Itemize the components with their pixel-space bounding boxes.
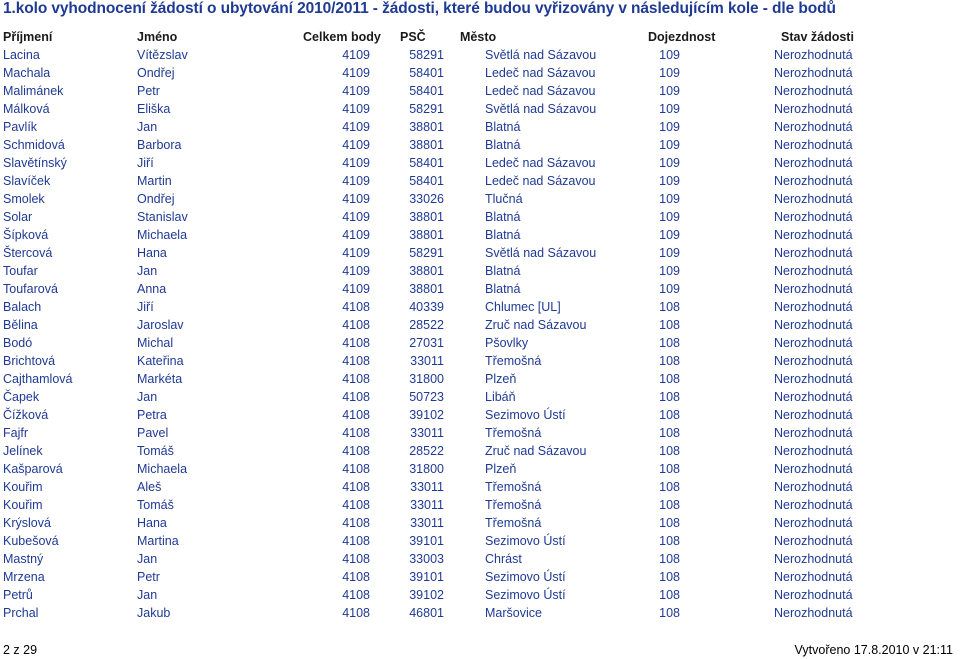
cell-city: Maršovice [485,606,542,620]
cell-surname: Kouřim [3,498,43,512]
cell-city: Blatná [485,138,521,152]
cell-status: Nerozhodnutá [774,480,853,494]
cell-surname: Toufar [3,264,38,278]
cell-surname: Cajthamlová [3,372,73,386]
header-postal-code: PSČ [400,30,426,44]
cell-first-name: Pavel [137,426,169,440]
table-row [0,316,960,334]
cell-commute: 108 [659,570,680,584]
cell-commute: 109 [659,228,680,242]
table-row [0,532,960,550]
cell-postal-code: 38801 [409,120,444,134]
cell-postal-code: 33026 [409,192,444,206]
cell-first-name: Petr [137,570,160,584]
table-row [0,100,960,118]
cell-total-points: 4109 [342,48,370,62]
cell-status: Nerozhodnutá [774,228,853,242]
cell-commute: 108 [659,462,680,476]
cell-status: Nerozhodnutá [774,300,853,314]
header-total-points: Celkem body [303,30,381,44]
cell-surname: Lacina [3,48,40,62]
cell-surname: Malimánek [3,84,64,98]
cell-postal-code: 31800 [409,372,444,386]
cell-first-name: Petra [137,408,167,422]
table-row [0,370,960,388]
cell-status: Nerozhodnutá [774,552,853,566]
applications-table [0,28,960,622]
cell-surname: Jelínek [3,444,43,458]
cell-postal-code: 58291 [409,246,444,260]
cell-postal-code: 58291 [409,48,444,62]
cell-city: Blatná [485,282,521,296]
cell-first-name: Jiří [137,156,154,170]
cell-city: Plzeň [485,372,517,386]
cell-status: Nerozhodnutá [774,156,853,170]
cell-surname: Machala [3,66,51,80]
cell-city: Třemošná [485,498,542,512]
cell-city: Chrást [485,552,522,566]
cell-surname: Brichtová [3,354,56,368]
cell-commute: 109 [659,84,680,98]
cell-first-name: Jan [137,264,158,278]
cell-city: Světlá nad Sázavou [485,246,597,260]
cell-postal-code: 31800 [409,462,444,476]
cell-total-points: 4109 [342,228,370,242]
table-row [0,190,960,208]
cell-total-points: 4109 [342,282,370,296]
cell-city: Třemošná [485,426,542,440]
cell-postal-code: 38801 [409,138,444,152]
cell-city: Sezimovo Ústí [485,408,566,422]
cell-first-name: Hana [137,246,167,260]
cell-city: Třemošná [485,516,542,530]
table-row [0,244,960,262]
cell-status: Nerozhodnutá [774,138,853,152]
cell-status: Nerozhodnutá [774,372,853,386]
cell-surname: Málková [3,102,50,116]
table-row [0,496,960,514]
cell-commute: 108 [659,552,680,566]
cell-status: Nerozhodnutá [774,210,853,224]
cell-commute: 108 [659,408,680,422]
cell-total-points: 4109 [342,102,370,116]
table-row [0,424,960,442]
cell-commute: 109 [659,246,680,260]
cell-total-points: 4109 [342,120,370,134]
cell-total-points: 4109 [342,66,370,80]
cell-first-name: Jaroslav [137,318,184,332]
cell-status: Nerozhodnutá [774,102,853,116]
cell-total-points: 4109 [342,264,370,278]
cell-first-name: Ondřej [137,66,175,80]
table-row [0,280,960,298]
cell-first-name: Jakub [137,606,171,620]
cell-commute: 109 [659,282,680,296]
cell-first-name: Petr [137,84,160,98]
cell-postal-code: 58401 [409,84,444,98]
cell-surname: Bodó [3,336,33,350]
table-row [0,334,960,352]
cell-total-points: 4108 [342,390,370,404]
table-row [0,514,960,532]
table-row [0,46,960,64]
cell-city: Sezimovo Ústí [485,534,566,548]
cell-total-points: 4109 [342,192,370,206]
cell-surname: Šípková [3,228,49,242]
cell-total-points: 4108 [342,480,370,494]
cell-commute: 109 [659,174,680,188]
cell-total-points: 4108 [342,570,370,584]
cell-surname: Fajfr [3,426,28,440]
cell-surname: Slavíček [3,174,51,188]
cell-status: Nerozhodnutá [774,120,853,134]
cell-first-name: Tomáš [137,444,174,458]
cell-total-points: 4109 [342,246,370,260]
cell-postal-code: 39101 [409,570,444,584]
cell-postal-code: 28522 [409,444,444,458]
cell-surname: Slavětínský [3,156,67,170]
cell-total-points: 4108 [342,516,370,530]
cell-status: Nerozhodnutá [774,174,853,188]
cell-city: Třemošná [485,354,542,368]
cell-first-name: Martin [137,174,172,188]
cell-surname: Mrzena [3,570,45,584]
cell-postal-code: 58401 [409,156,444,170]
cell-first-name: Michaela [137,228,188,242]
cell-postal-code: 33011 [410,516,444,530]
cell-total-points: 4108 [342,552,370,566]
cell-total-points: 4108 [342,498,370,512]
header-status: Stav žádosti [781,30,854,44]
cell-surname: Kubešová [3,534,59,548]
cell-first-name: Michaela [137,462,188,476]
cell-postal-code: 40339 [409,300,444,314]
cell-surname: Balach [3,300,42,314]
cell-status: Nerozhodnutá [774,606,853,620]
table-row [0,82,960,100]
cell-city: Ledeč nad Sázavou [485,66,596,80]
cell-surname: Toufarová [3,282,58,296]
cell-status: Nerozhodnutá [774,192,853,206]
cell-surname: Štercová [3,246,53,260]
cell-city: Ledeč nad Sázavou [485,84,596,98]
cell-status: Nerozhodnutá [774,246,853,260]
cell-status: Nerozhodnutá [774,408,853,422]
cell-surname: Kašparová [3,462,63,476]
header-city: Město [460,30,497,44]
cell-status: Nerozhodnutá [774,84,853,98]
cell-status: Nerozhodnutá [774,426,853,440]
cell-commute: 109 [659,156,680,170]
table-row [0,478,960,496]
cell-commute: 109 [659,120,680,134]
cell-postal-code: 38801 [409,264,444,278]
cell-first-name: Jiří [137,300,154,314]
cell-postal-code: 46801 [409,606,444,620]
cell-surname: Petrů [3,588,33,602]
cell-status: Nerozhodnutá [774,534,853,548]
cell-commute: 109 [659,210,680,224]
cell-first-name: Martina [137,534,179,548]
table-row [0,136,960,154]
cell-postal-code: 27031 [409,336,444,350]
table-row [0,298,960,316]
cell-total-points: 4109 [342,210,370,224]
cell-commute: 108 [659,498,680,512]
cell-surname: Čížková [3,408,49,422]
table-row [0,586,960,604]
cell-city: Blatná [485,120,521,134]
cell-city: Světlá nad Sázavou [485,102,597,116]
header-surname: Příjmení [3,30,53,44]
cell-surname: Krýslová [3,516,51,530]
cell-surname: Čapek [3,390,40,404]
cell-surname: Smolek [3,192,45,206]
cell-surname: Pavlík [3,120,38,134]
cell-total-points: 4108 [342,300,370,314]
cell-surname: Bělina [3,318,38,332]
cell-commute: 109 [659,264,680,278]
cell-city: Ledeč nad Sázavou [485,174,596,188]
cell-total-points: 4109 [342,84,370,98]
cell-commute: 108 [659,444,680,458]
cell-total-points: 4108 [342,462,370,476]
cell-city: Sezimovo Ústí [485,588,566,602]
cell-surname: Mastný [3,552,44,566]
cell-commute: 109 [659,48,680,62]
cell-commute: 108 [659,534,680,548]
page-title: 1.kolo vyhodnocení žádostí o ubytování 2010/2011 - žádosti, které budou vyřizovány v následujícím kole - dle bodů [3,0,836,17]
cell-postal-code: 39101 [409,534,444,548]
header-first-name: Jméno [137,30,178,44]
cell-total-points: 4108 [342,588,370,602]
cell-city: Chlumec [UL] [485,300,561,314]
cell-postal-code: 38801 [409,210,444,224]
table-row [0,388,960,406]
cell-status: Nerozhodnutá [774,48,853,62]
cell-commute: 108 [659,336,680,350]
cell-surname: Prchal [3,606,39,620]
cell-city: Třemošná [485,480,542,494]
table-row [0,208,960,226]
cell-commute: 108 [659,606,680,620]
cell-total-points: 4108 [342,372,370,386]
cell-postal-code: 38801 [409,282,444,296]
cell-surname: Schmidová [3,138,65,152]
cell-total-points: 4108 [342,444,370,458]
cell-surname: Solar [3,210,33,224]
cell-commute: 109 [659,138,680,152]
cell-city: Zruč nad Sázavou [485,444,587,458]
cell-city: Libáň [485,390,516,404]
cell-status: Nerozhodnutá [774,390,853,404]
cell-commute: 108 [659,318,680,332]
cell-first-name: Jan [137,588,158,602]
cell-status: Nerozhodnutá [774,282,853,296]
cell-status: Nerozhodnutá [774,570,853,584]
cell-status: Nerozhodnutá [774,462,853,476]
cell-total-points: 4108 [342,336,370,350]
cell-first-name: Kateřina [137,354,184,368]
cell-city: Zruč nad Sázavou [485,318,587,332]
cell-commute: 109 [659,192,680,206]
cell-postal-code: 39102 [409,408,444,422]
cell-total-points: 4109 [342,138,370,152]
cell-first-name: Anna [137,282,167,296]
cell-first-name: Markéta [137,372,183,386]
cell-first-name: Jan [137,390,158,404]
cell-status: Nerozhodnutá [774,588,853,602]
cell-postal-code: 33003 [409,552,444,566]
table-row [0,262,960,280]
cell-city: Blatná [485,210,521,224]
table-row [0,172,960,190]
cell-city: Blatná [485,228,521,242]
cell-city: Světlá nad Sázavou [485,48,597,62]
cell-status: Nerozhodnutá [774,318,853,332]
cell-postal-code: 58291 [409,102,444,116]
cell-total-points: 4108 [342,354,370,368]
page-number: 2 z 29 [3,643,38,657]
cell-first-name: Hana [137,516,167,530]
cell-commute: 108 [659,480,680,494]
table-row [0,352,960,370]
cell-total-points: 4108 [342,408,370,422]
cell-first-name: Eliška [137,102,171,116]
cell-first-name: Aleš [137,480,162,494]
cell-first-name: Ondřej [137,192,175,206]
created-timestamp: Vytvořeno 17.8.2010 v 21:11 [794,643,953,657]
cell-postal-code: 33011 [410,426,444,440]
table-row [0,154,960,172]
cell-status: Nerozhodnutá [774,264,853,278]
cell-first-name: Jan [137,120,158,134]
cell-status: Nerozhodnutá [774,498,853,512]
table-row [0,64,960,82]
cell-city: Sezimovo Ústí [485,570,566,584]
table-row [0,406,960,424]
cell-status: Nerozhodnutá [774,354,853,368]
cell-commute: 108 [659,426,680,440]
cell-city: Plzeň [485,462,517,476]
cell-commute: 108 [659,372,680,386]
cell-status: Nerozhodnutá [774,336,853,350]
cell-postal-code: 58401 [409,174,444,188]
table-row [0,118,960,136]
cell-first-name: Vítězslav [137,48,188,62]
cell-postal-code: 33011 [410,354,444,368]
table-row [0,568,960,586]
cell-status: Nerozhodnutá [774,516,853,530]
table-row [0,460,960,478]
cell-first-name: Michal [137,336,174,350]
cell-postal-code: 58401 [409,66,444,80]
cell-postal-code: 50723 [409,390,444,404]
cell-postal-code: 33011 [410,480,444,494]
cell-city: Tlučná [485,192,523,206]
table-row [0,442,960,460]
table-row [0,604,960,622]
cell-postal-code: 28522 [409,318,444,332]
header-commute: Dojezdnost [648,30,716,44]
cell-commute: 108 [659,390,680,404]
table-header-row [0,28,960,46]
cell-postal-code: 39102 [409,588,444,602]
table-row [0,226,960,244]
cell-commute: 108 [659,300,680,314]
cell-total-points: 4108 [342,606,370,620]
cell-total-points: 4108 [342,426,370,440]
cell-total-points: 4109 [342,156,370,170]
cell-first-name: Tomáš [137,498,174,512]
cell-postal-code: 38801 [409,228,444,242]
cell-commute: 108 [659,516,680,530]
cell-status: Nerozhodnutá [774,444,853,458]
cell-commute: 108 [659,354,680,368]
cell-first-name: Jan [137,552,158,566]
cell-postal-code: 33011 [410,498,444,512]
cell-city: Blatná [485,264,521,278]
cell-commute: 108 [659,588,680,602]
cell-first-name: Stanislav [137,210,188,224]
cell-surname: Kouřim [3,480,43,494]
cell-city: Ledeč nad Sázavou [485,156,596,170]
cell-city: Pšovlky [485,336,529,350]
cell-commute: 109 [659,66,680,80]
cell-commute: 109 [659,102,680,116]
cell-total-points: 4108 [342,318,370,332]
cell-total-points: 4109 [342,174,370,188]
table-row [0,550,960,568]
cell-total-points: 4108 [342,534,370,548]
cell-first-name: Barbora [137,138,182,152]
cell-status: Nerozhodnutá [774,66,853,80]
